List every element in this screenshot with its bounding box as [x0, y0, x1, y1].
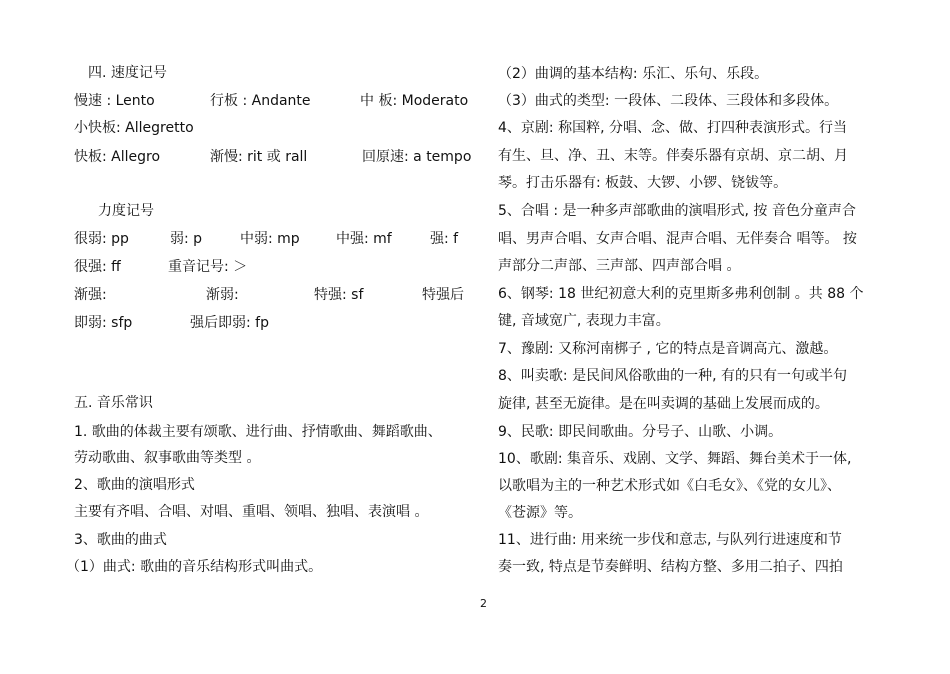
dyn-ff: 很强: ff — [74, 259, 121, 275]
page-number: 2 — [480, 597, 487, 610]
tempo-moderate: 中 板: Moderato — [360, 93, 469, 109]
right-line: 10、歌剧: 集音乐、戏剧、文学、舞蹈、舞台美术于一体, — [498, 451, 852, 467]
right-line: 键, 音域宽广, 表现力丰富。 — [498, 313, 670, 329]
right-line: 4、京剧: 称国粹, 分唱、念、做、打四种表演形式。行当 — [498, 120, 847, 136]
right-line: 11、进行曲: 用来统一步伐和意志, 与队列行进速度和节 — [498, 532, 842, 548]
dyn-accent: 重音记号: ＞ — [168, 259, 248, 275]
dyn-p: 弱: p — [170, 231, 203, 247]
music-line: 1. 歌曲的体裁主要有颂歌、进行曲、抒情歌曲、舞蹈歌曲、 — [74, 424, 442, 440]
right-line: 声部分二声部、三声部、四声部合唱 。 — [498, 258, 741, 274]
dyn-pp: 很弱: pp — [74, 231, 129, 247]
music-heading: 五. 音乐常识 — [74, 395, 153, 411]
right-line: 6、钢琴: 18 世纪初意大利的克里斯多弗利创制 。共 88 个 — [498, 286, 864, 302]
tempo-rit: 渐慢: rit 或 rall — [210, 149, 308, 165]
right-line: 琴。打击乐器有: 板鼓、大锣、小锣、铙钹等。 — [498, 175, 788, 191]
dyn-mp: 中弱: mp — [240, 231, 300, 247]
right-line: 《苍源》等。 — [498, 505, 582, 521]
music-line: 2、歌曲的演唱形式 — [74, 477, 195, 493]
right-line: 唱、男声合唱、女声合唱、混声合唱、无伴奏合 唱等。 按 — [498, 231, 857, 247]
dyn-mf: 中强: mf — [336, 231, 392, 247]
dynamics-heading: 力度记号 — [98, 203, 154, 219]
dyn-dim: 渐弱: — [206, 287, 239, 303]
dyn-f: 强: f — [430, 231, 459, 247]
tempo-heading: 四. 速度记号 — [88, 65, 167, 81]
music-line: 3、歌曲的曲式 — [74, 532, 167, 548]
right-line: （3）曲式的类型: 一段体、二段体、三段体和多段体。 — [498, 93, 839, 109]
right-line: 5、合唱 : 是一种多声部歌曲的演唱形式, 按 音色分童声合 — [498, 203, 856, 219]
right-line: 7、豫剧: 又称河南梆子 , 它的特点是音调高亢、激越。 — [498, 341, 838, 357]
right-line: 旋律, 甚至无旋律。是在叫卖调的基础上发展而成的。 — [498, 396, 829, 412]
dyn-sfp: 即弱: sfp — [74, 315, 133, 331]
tempo-walking: 行板 : Andante — [210, 93, 311, 109]
right-line: 9、民歌: 即民间歌曲。分号子、山歌、小调。 — [498, 424, 783, 440]
tempo-allegretto: 小快板: Allegretto — [74, 120, 194, 136]
right-line: 奏一致, 特点是节奏鲜明、结构方整、多用二拍子、四拍 — [498, 559, 843, 575]
music-line: 劳动歌曲、叙事歌曲等类型 。 — [74, 450, 261, 466]
right-line: 有生、旦、净、丑、末等。伴奏乐器有京胡、京二胡、月 — [498, 148, 848, 164]
dyn-cresc: 渐强: — [74, 287, 107, 303]
tempo-fast: 快板: Allegro — [74, 149, 161, 165]
music-line: （1）曲式: 歌曲的音乐结构形式叫曲式。 — [66, 559, 323, 575]
tempo-slow: 慢速 : Lento — [74, 93, 155, 109]
dyn-sf: 特强: sf — [314, 287, 364, 303]
right-line: 8、叫卖歌: 是民间风俗歌曲的一种, 有的只有一句或半句 — [498, 368, 847, 384]
tempo-a-tempo: 回原速: a tempo — [362, 149, 472, 165]
dyn-fp: 强后即弱: fp — [190, 315, 269, 331]
right-line: 以歌唱为主的一种艺术形式如《白毛女》、《党的女儿》、 — [498, 478, 841, 494]
right-line: （2）曲调的基本结构: 乐汇、乐句、乐段。 — [498, 66, 769, 82]
dyn-sfp-head: 特强后 — [422, 287, 464, 303]
music-line: 主要有齐唱、合唱、对唱、重唱、领唱、独唱、表演唱 。 — [74, 504, 429, 520]
